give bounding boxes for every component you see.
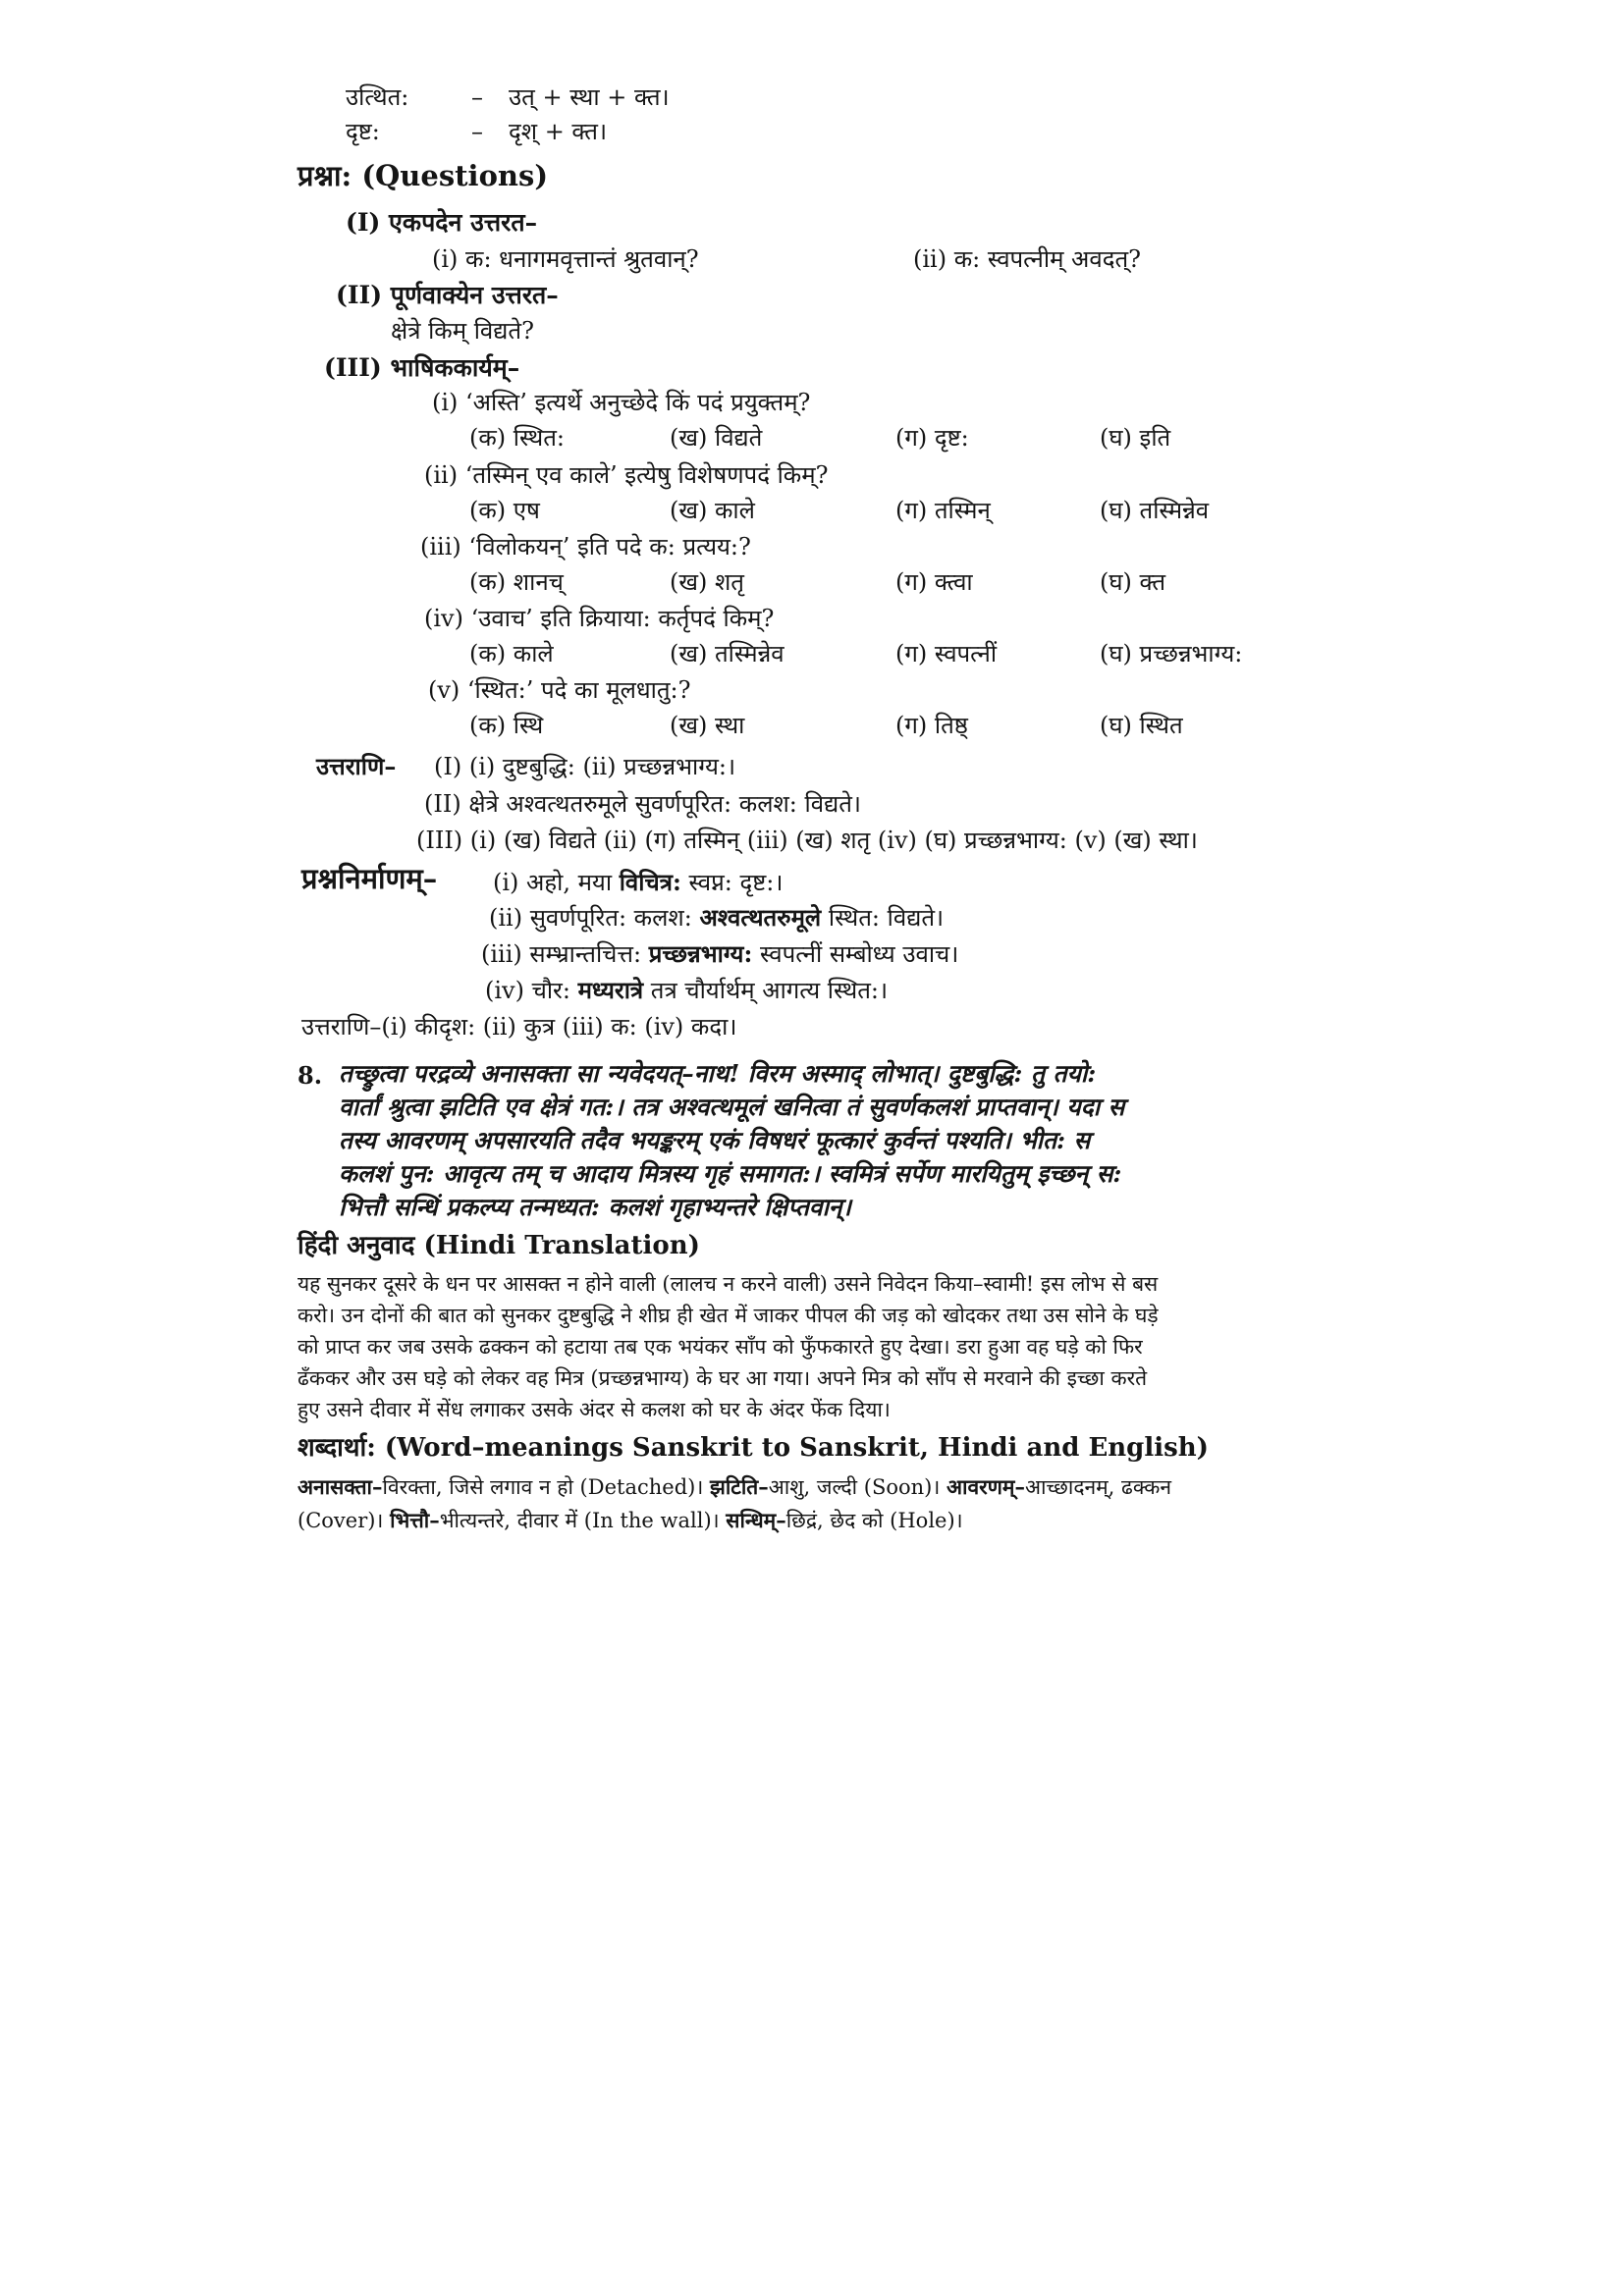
q3-option: (ख) शतृ [670,568,744,596]
word-meanings-heading: शब्दार्था: (Word–meanings Sanskrit to Sanskrit, Hindi and English) [298,1433,1209,1463]
q3-option: (घ) तस्मिन्नेव [1100,497,1210,524]
passage-line: वार्तां श्रुत्वा झटिति एव क्षेत्रं गत:। तत्र अश्वत्थमूलं खनित्वा तं सुवर्णकलशं प्राप्तवान्। यदा स [339,1093,1125,1121]
hindi-translation-line: करो। उन दोनों की बात को सुनकर दुष्टबुद्धि ने शीघ्र ही खेत में जाकर पीपल की जड़ को खोदकर तथा उस सोने के घड़े [298,1304,1159,1327]
answers-label: उत्तराणि– [316,752,397,780]
q3-option: (घ) क्त [1100,568,1166,596]
q3-option: (ख) स्था [670,712,745,739]
q3-option: (क) शानच् [469,568,564,596]
answer-line: (II) क्षेत्रे अश्वत्थतरुमूले सुवर्णपूरित: कलश: विद्यते। [424,790,861,818]
q3-question: (iv) ‘उवाच’ इति क्रियाया: कर्तृपदं किम्? [424,605,775,632]
question-formation-item: (iii) सम्भ्रान्तचित्त: प्रच्छन्नभाग्य: स्वपत्नीं सम्बोध्य उवाच। [481,939,959,968]
q3-option: (ख) काले [670,497,755,524]
hindi-translation-line: ढँककर और उस घड़े को लेकर वह मित्र (प्रच्छन्नभाग्य) के घर आ गया। अपने मित्र को साँप से मरवाने की इच्छा करते [298,1366,1148,1390]
questions-heading: प्रश्ना: (Questions) [298,159,549,192]
question-formation-heading: प्रश्ननिर्माणम्– [301,862,438,895]
q3-option: (ख) विद्यते [670,424,763,452]
q3-question: (v) ‘स्थित:’ पदे का मूलधातु:? [428,676,691,704]
hindi-translation-heading: हिंदी अनुवाद (Hindi Translation) [298,1231,700,1260]
q3-option: (ग) तस्मिन् [895,497,991,524]
word-meaning-line: (Cover)। भित्तौ–भीत्यन्तरे, दीवार में (In the wall)। सन्धिम्–छिद्रं, छेद को (Hole)। [298,1508,963,1532]
q3-option: (ख) तस्मिन्नेव [670,640,784,667]
q3-option: (ग) स्वपत्नीं [895,640,998,667]
hindi-translation-line: हुए उसने दीवार में सेंध लगाकर उसके अंदर से कलश को घर के अंदर फेंक दिया। [298,1398,891,1421]
q3-option: (क) एष [469,497,540,524]
passage-line: तच्छ्रुत्वा परद्रव्ये अनासक्ता सा न्यवेदयत्–नाथ! विरम अस्माद् लोभात्। दुष्टबुद्धि: तु तयो: [339,1059,1097,1088]
answer-line: (III) (i) (ख) विद्यते (ii) (ग) तस्मिन् (iii) (ख) शतृ (iv) (घ) प्रच्छन्नभाग्य: (v) (ख) स्था। [416,827,1198,854]
q1-item: (ii) क: स्वपत्नीम् अवदत्? [913,245,1142,273]
q3-option: (घ) प्रच्छन्नभाग्य: [1100,640,1243,667]
q1-heading: (I) एकपदेन उत्तरत– [346,208,538,237]
derivation-line: उत्थित: – उत् + स्था + क्त। [346,83,670,111]
q3-option: (ग) तिष्ठ् [895,712,968,739]
q3-question: (iii) ‘विलोकयन्’ इति पदे क: प्रत्यय:? [420,533,751,561]
question-formation-item: (iv) चौर: मध्यरात्रे तत्र चौर्यार्थम् आगत्य स्थित:। [485,976,889,1004]
passage-number: 8. [298,1061,323,1090]
answer-line: (I) (i) दुष्टबुद्धि: (ii) प्रच्छन्नभाग्य:। [434,753,736,780]
q2-heading: (II) पूर्णवाक्येन उत्तरत– [336,281,559,309]
q3-option: (ग) दृष्ट: [895,424,969,452]
passage-line: कलशं पुन: आवृत्य तम् च आदाय मित्रस्य गृहं समागत:। स्वमित्रं सर्पेण मारयितुम् इच्छन् स: [339,1159,1122,1188]
hindi-translation-line: यह सुनकर दूसरे के धन पर आसक्त न होने वाली (लालच न करने वाली) उसने निवेदन किया–स्वामी! इस लोभ से बस [298,1272,1159,1296]
question-formation-answers: उत्तराणि–(i) कीदृश: (ii) कुत्र (iii) क: (iv) कदा। [301,1013,737,1041]
hindi-translation-line: को प्राप्त कर जब उसके ढक्कन को हटाया तब एक भयंकर साँप को फुँफकारते हुए देखा। डरा हुआ वह घड़े को फिर [298,1335,1143,1359]
q3-question: (ii) ‘तस्मिन् एव काले’ इत्येषु विशेषणपदं किम्? [424,461,829,489]
q3-option: (ग) क्त्वा [895,568,973,596]
q3-option: (क) स्थि [469,712,544,739]
passage-line: भित्तौ सन्धिं प्रकल्प्य तन्मध्यत: कलशं गृहाभ्यन्तरे क्षिप्तवान्। [339,1193,851,1221]
derivation-line: दृष्ट: – दृश् + क्त। [346,118,608,145]
question-formation-item: (ii) सुवर्णपूरित: कलश: अश्वत्थतरुमूले स्थित: विद्यते। [489,903,945,932]
q1-item: (i) क: धनागमवृत्तान्तं श्रुतवान्? [432,245,699,273]
q3-option: (घ) स्थित [1100,712,1183,739]
q3-option: (क) काले [469,640,554,667]
q3-option: (घ) इति [1100,424,1171,452]
passage-line: तस्य आवरणम् अपसारयति तदैव भयङ्करम् एकं विषधरं फूत्कारं कुर्वन्तं पश्यति। भीत: स [339,1126,1091,1154]
q2-item: क्षेत्रे किम् विद्यते? [391,317,534,345]
q3-heading: (III) भाषिककार्यम्– [324,353,520,382]
word-meaning-line: अनासक्ता–विरक्ता, जिसे लगाव न हो (Detached)। झटिति–आशु, जल्दी (Soon)। आवरणम्–आच्छादनम्, ढक्कन [298,1474,1172,1499]
q3-question: (i) ‘अस्ति’ इत्यर्थे अनुच्छेदे किं पदं प्रयुक्तम्? [432,389,811,416]
question-formation-item: (i) अहो, मया विचित्र: स्वप्न: दृष्ट:। [493,868,784,896]
q3-option: (क) स्थित: [469,424,565,452]
